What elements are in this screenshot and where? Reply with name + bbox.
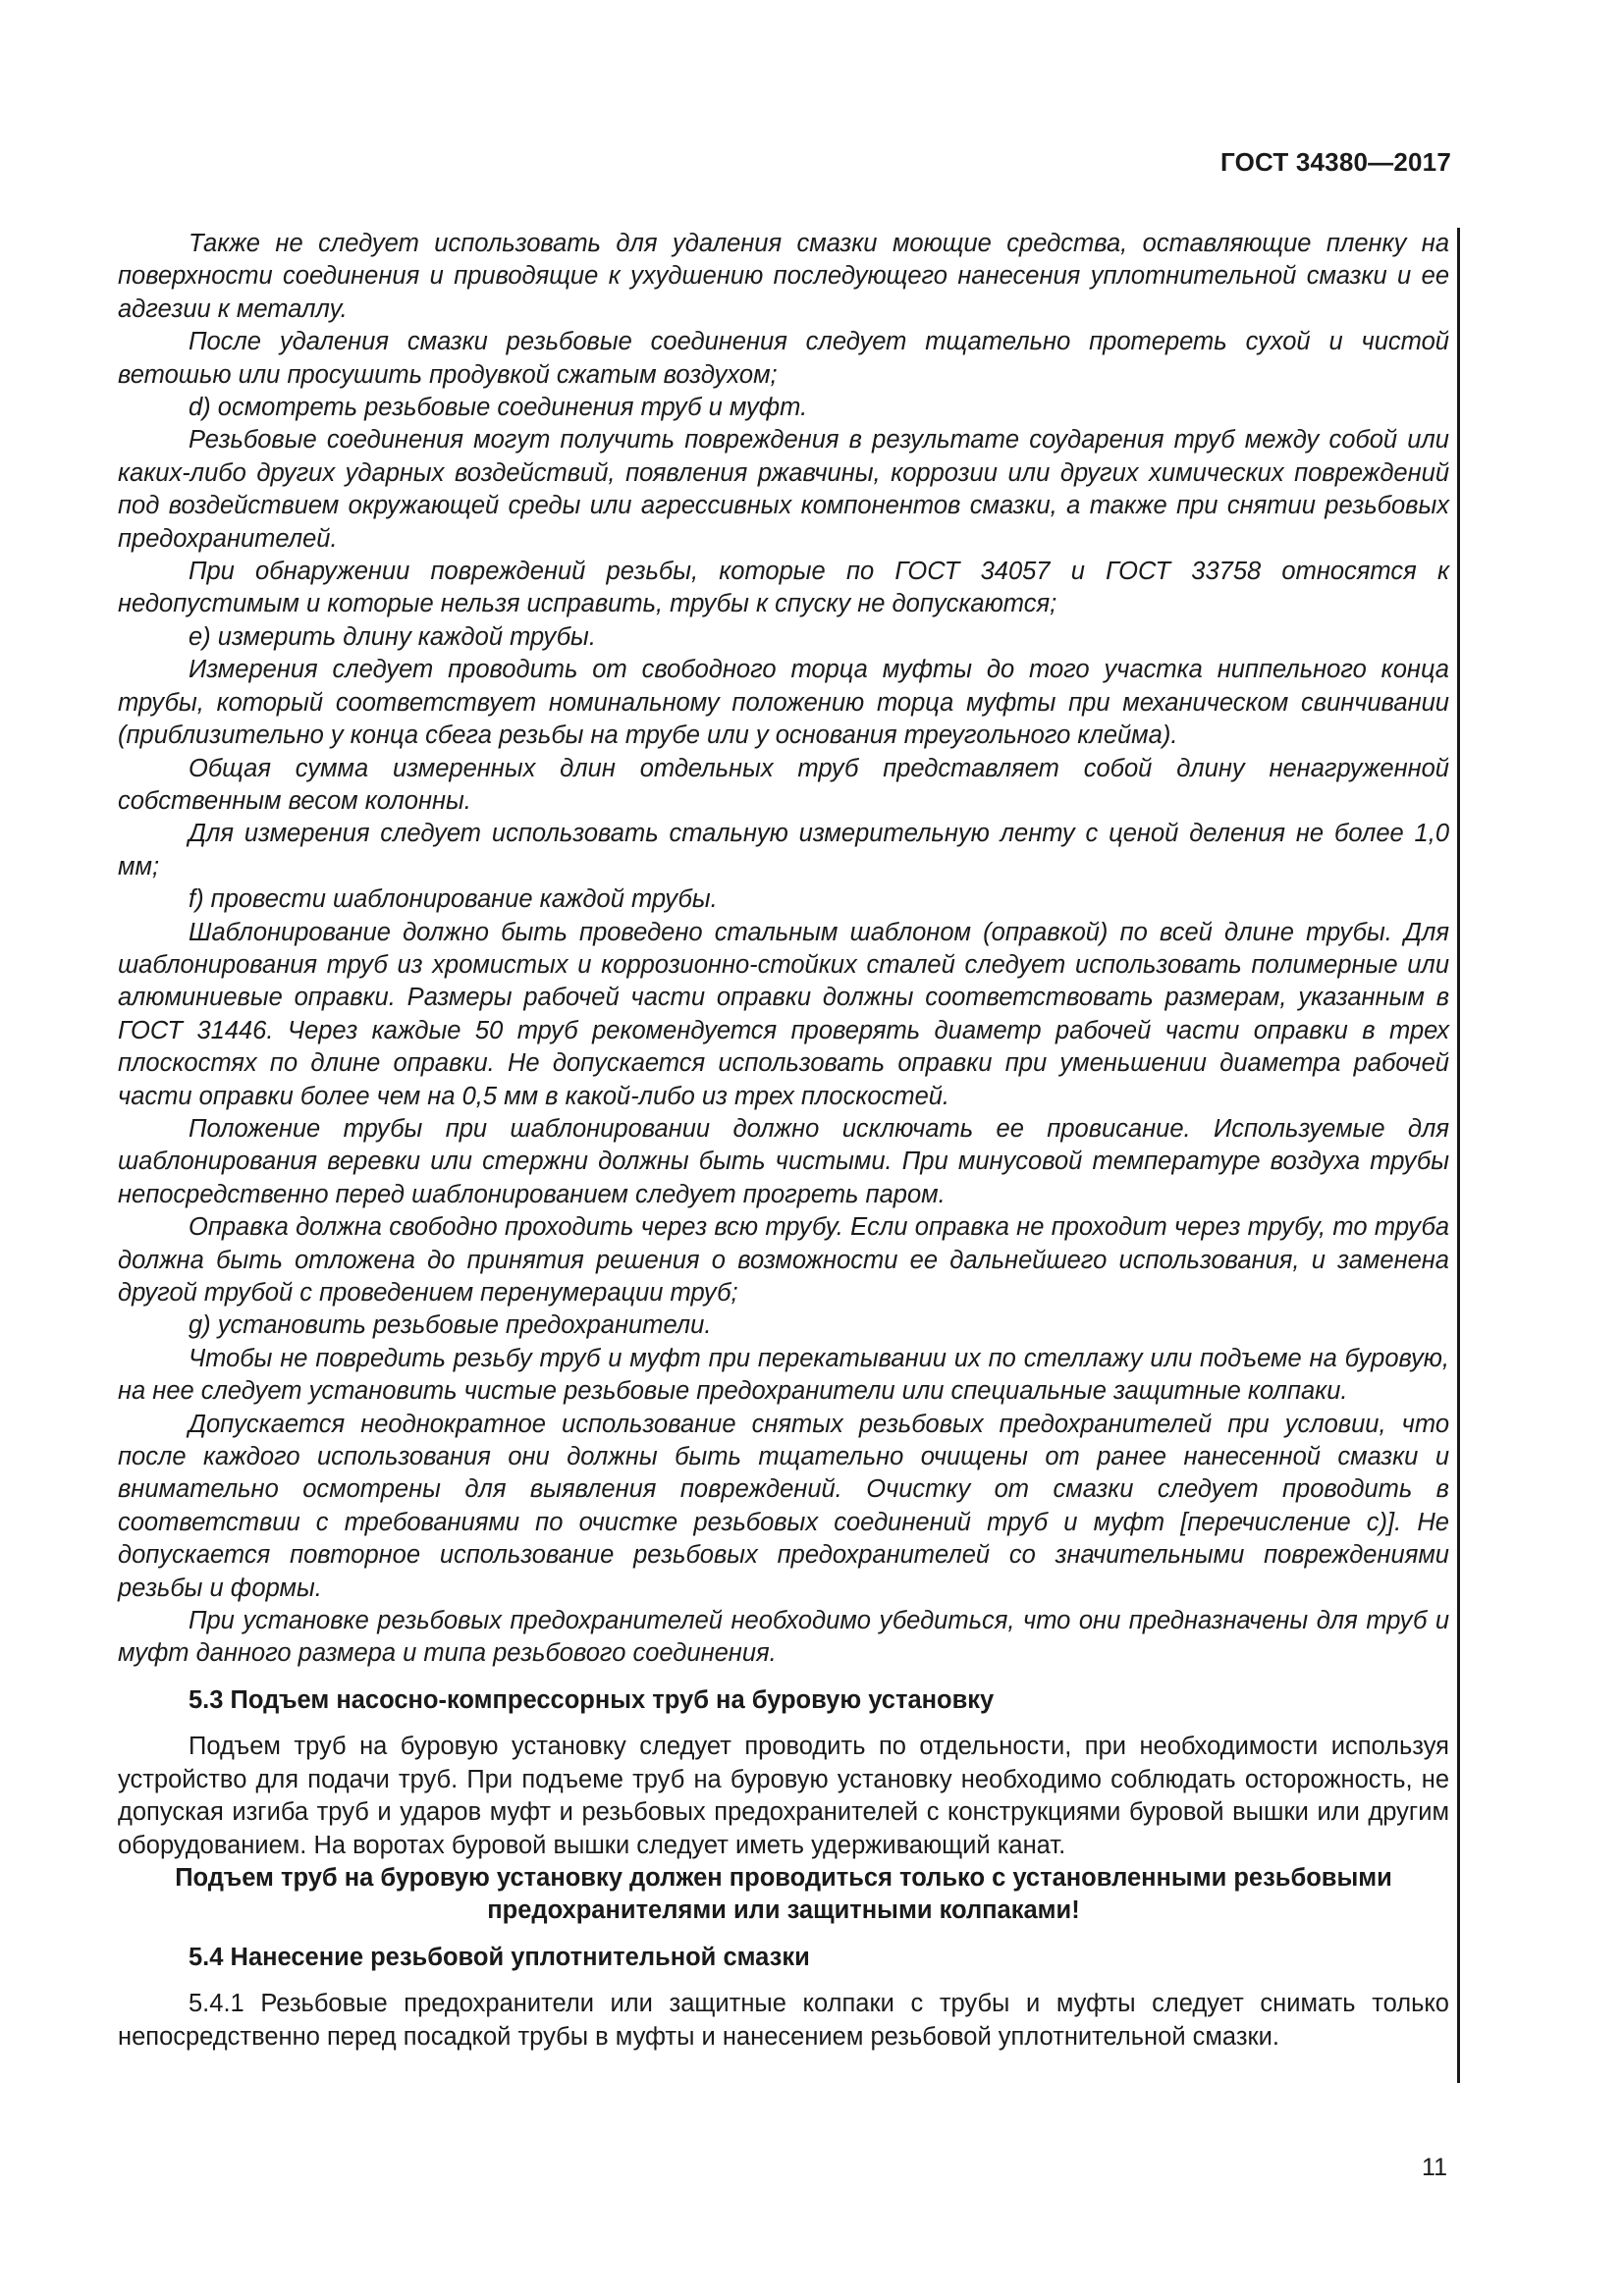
document-body <box>118 228 1449 2054</box>
body-paragraph: Для измерения следует использовать стальную измерительную ленту с ценой деления не более 1,0 мм; <box>118 820 1449 881</box>
body-paragraph: Подъем труб на буровую установку следует проводить по отдельности, при необходимости используя устройство для подачи труб. При подъеме труб на буровую установку необходимо соблюдать осторожность, не допуская изгиба труб и ударов муфт и резьбовых предохранителей с конструкциями буровой вышки или другим оборудованием. На воротах буровой вышки следует иметь удерживающий канат. <box>118 1733 1449 1859</box>
body-paragraph: f) провести шаблонирование каждой трубы. <box>189 885 718 914</box>
change-bar <box>1457 228 1460 2083</box>
body-paragraph: e) измерить длину каждой трубы. <box>189 622 596 651</box>
body-paragraph: Общая сумма измеренных длин отдельных труб представляет собой длину ненагруженной собственным весом колонны. <box>118 754 1449 815</box>
body-paragraph: После удаления смазки резьбовые соединения следует тщательно протереть сухой и чистой ветошью или просушить продувкой сжатым воздухом; <box>118 328 1449 389</box>
body-paragraph: При установке резьбовых предохранителей необходимо убедиться, что они предназначены для труб и муфт данного размера и типа резьбового соединения. <box>118 1607 1449 1668</box>
body-paragraph: Также не следует использовать для удаления смазки моющие средства, оставляющие пленку на поверхности соединения и приводящие к ухудшению последующего нанесения уплотнительной смазки и ее адгезии к металлу. <box>118 230 1449 323</box>
body-paragraph: 5.4.1 Резьбовые предохранители или защитные колпаки с трубы и муфты следует снимать только непосредственно перед посадкой трубы в муфты и нанесением резьбовой уплотнительной смазки. <box>118 1990 1449 2051</box>
body-paragraph: Оправка должна свободно проходить через всю трубу. Если оправка не проходит через трубу, то труба должна быть отложена до принятия решения о возможности ее дальнейшего использования, и заменена другой трубой с проведением перенумерации труб; <box>118 1213 1449 1307</box>
body-paragraph: d) осмотреть резьбовые соединения труб и муфт. <box>189 394 808 422</box>
body-paragraph: Допускается неоднократное использование снятых резьбовых предохранителей при условии, что после каждого использования они должны быть тщательно очищены от ранее нанесенной смазки и внимательно осмотрены для выявления повреждений. Очистку от смазки следует проводить в соответствии с требованиями по очистке резьбовых соединений труб и муфт [перечисление с)]. Не допускается повторное использование резьбовых предохранителей со значительными повреждениями резьбы и формы. <box>118 1410 1449 1602</box>
body-paragraph: Резьбовые соединения могут получить повреждения в результате соударения труб между собой или каких-либо других ударных воздействий, появления ржавчины, коррозии или других химических повреждений под воздействием окружающей среды или агрессивных компонентов смазки, а также при снятии резьбовых предохранителей. <box>118 426 1449 553</box>
body-paragraph: При обнаружении повреждений резьбы, которые по ГОСТ 34057 и ГОСТ 33758 относятся к недопустимым и которые нельзя исправить, трубы к спуску не допускаются; <box>118 558 1449 618</box>
body-paragraph: Измерения следует проводить от свободного торца муфты до того участка ниппельного конца трубы, который соответствует номинальному положению торца муфты при механическом свинчивании (приблизительно у конца сбега резьбы на трубе или у основания треугольного клейма). <box>118 656 1449 750</box>
section-heading: 5.4 Нанесение резьбовой уплотнительной смазки <box>189 1943 810 1971</box>
body-paragraph: Шаблонирование должно быть проведено стальным шаблоном (оправкой) по всей длине трубы. Для шаблонирования труб из хромистых и коррозионно-стойких сталей следует использовать полимерные или алюминиевые оправки. Размеры рабочей части оправки должны соответствовать размерам, указанным в ГОСТ 31446. Через каждые 50 труб рекомендуется проверять диаметр рабочей части оправки в трех плоскостях по длине оправки. Не допускается использовать оправки при уменьшении диаметра рабочей части оправки более чем на 0,5 мм в какой-либо из трех плоскостей. <box>118 918 1449 1110</box>
document-header: ГОСТ 34380—2017 <box>1220 147 1451 177</box>
section-heading: 5.3 Подъем насосно-компрессорных труб на буровую установку <box>189 1685 995 1714</box>
body-paragraph: g) установить резьбовые предохранители. <box>189 1311 712 1340</box>
warning-text: Подъем труб на буровую установку должен проводиться только с установленными резьбовыми предохранителями или защитными колпаками! <box>175 1863 1392 1925</box>
body-paragraph: Чтобы не повредить резьбу труб и муфт при перекатывании их по стеллажу или подъеме на буровую, на нее следует установить чистые резьбовые предохранители или специальные защитные колпаки. <box>118 1344 1449 1406</box>
body-paragraph: Положение трубы при шаблонировании должно исключать ее провисание. Используемые для шаблонирования веревки или стержни должны быть чистыми. При минусовой температуре воздуха трубы непосредственно перед шаблонированием следует прогреть паром. <box>118 1114 1449 1208</box>
page-number: 11 <box>1422 2154 1447 2181</box>
